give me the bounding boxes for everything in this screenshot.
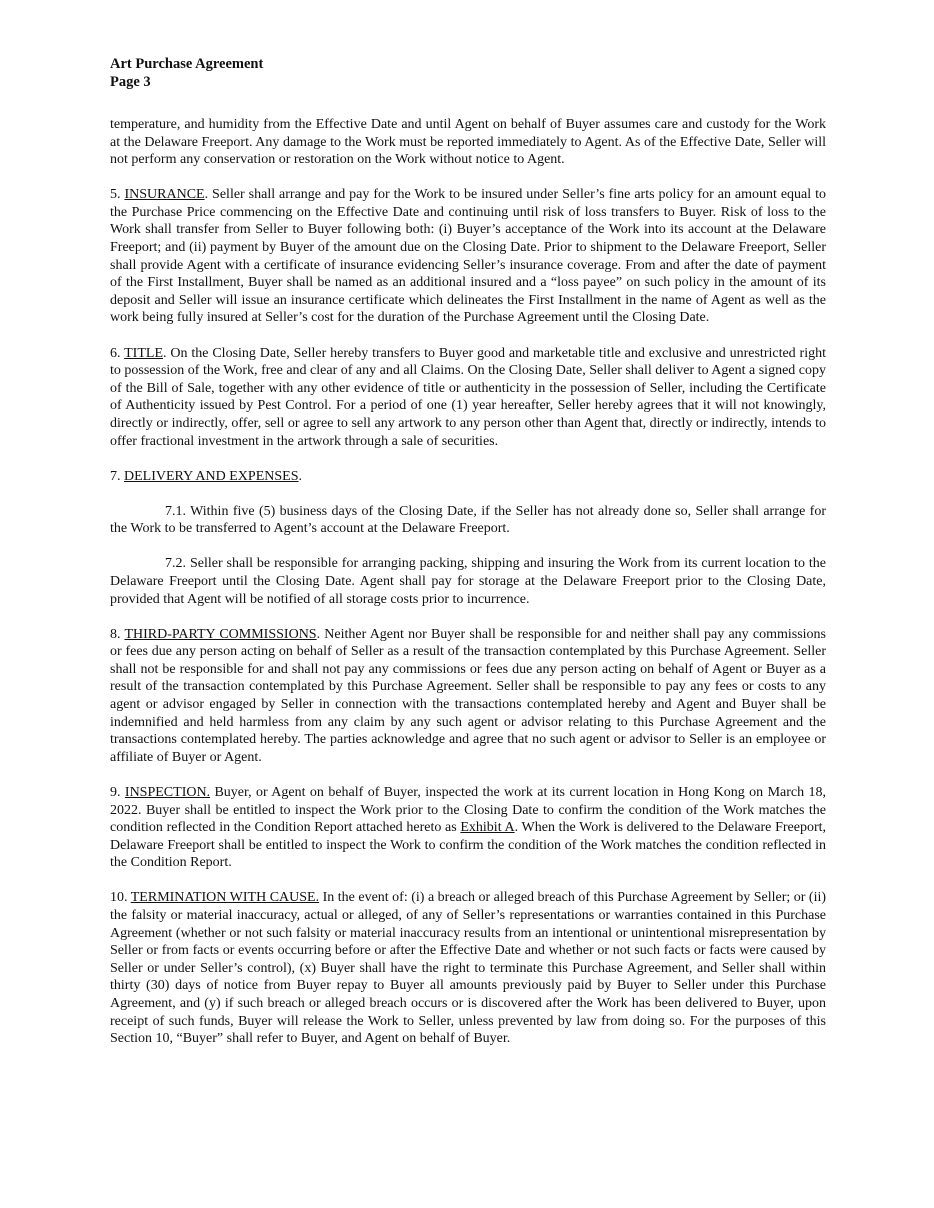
section-body: In the event of: (i) a breach or alleged breach of this Purchase Agreement by Seller; or (ii) the falsity or material inaccuracy, actual or alleged, of any of Seller’s representations or warranties contained in this Purchase Agreement (whether or not such falsity or material inaccuracy results from an intentional or unintentional misrepresentation by Seller or from facts or events occurring before or after the Effective Date and whether or not such facts or facts were caused by Seller or under Seller’s control), (x) Buyer shall have the right to terminate this Purchase Agreement, and Seller shall within thirty (30) days of notice from Buyer repay to Buyer all amounts previously paid by Buyer to Seller under this Purchase Agreement, and (y) if such breach or alleged breach occurs or is discovered after the Work has been delivered to Buyer, upon receipt of such funds, Buyer will release the Work to Seller, unless prevented by law from doing so. For the purposes of this Section 10, “Buyer” shall refer to Buyer, and Agent on behalf of Buyer. [110,890,827,1047]
section-number: 9. [110,784,125,800]
page-number: Page 3 [110,74,151,90]
section-10-termination [110,889,826,1047]
section-heading: TITLE [124,345,163,361]
section-6-title [110,345,826,451]
section-number: 10. [110,890,131,906]
section-8-commissions [110,626,826,767]
section-body-cont: . When the Work is delivered to the Delaware Freeport, Delaware Freeport shall be entitled to inspect the Work to confirm the condition of the Work matches the condition reflected in the Condition Report. [110,820,826,871]
subsection-7-2: 7.2. Seller shall be responsible for arranging packing, shipping and insuring the Work from its current location to the Delaware Freeport until the Closing Date. Agent shall pay for storage at the Delaware Freeport prior to the Closing Date, provided that Agent will be notified of all storage costs prior to incurrence. [110,556,826,607]
subsection-7-1: 7.1. Within five (5) business days of the Closing Date, if the Seller has not already done so, Seller shall arrange for the Work to be transferred to Agent’s account at the Delaware Freeport. [110,503,826,537]
section-number: 8. [110,626,125,642]
section-5-insurance [110,186,826,327]
paragraph-continuation: temperature, and humidity from the Effective Date and until Agent on behalf of Buyer assumes care and custody for the Work at the Delaware Freeport. Any damage to the Work must be reported immediately to Agent. As of the Effective Date, Seller will not perform any conservation or restoration on the Work without notice to Agent. [110,117,826,168]
section-9-inspection [110,784,826,872]
section-heading: INSURANCE [124,187,205,203]
section-heading: DELIVERY AND EXPENSES [124,468,299,484]
section-7-delivery [110,468,826,486]
section-body: . Seller shall arrange and pay for the Work to be insured under Seller’s fine arts policy for an amount equal to the Purchase Price commencing on the Effective Date and continuing until risk of loss transfers to Buyer. Risk of loss to the Work shall transfer from Seller to Buyer following both: (i) Buyer’s acceptance of the Work into its account at the Delaware Freeport; and (ii) payment by Buyer of the amount due on the Closing Date. Prior to shipment to the Delaware Freeport, Seller shall provide Agent with a certificate of insurance evidencing Seller’s insurance coverage. From and after the date of payment of the First Installment, Buyer shall be named as an additional insured and a “loss payee” on such policy in the amount of its deposit and Seller will issue an insurance certificate which delineates the First Installment in the name of Agent as well as the work being fully insured at Seller’s cost for the duration of the Purchase Agreement until the Closing Date. [110,187,827,326]
section-number: 6. [110,345,125,361]
section-heading: THIRD-PARTY COMMISSIONS [124,626,317,642]
section-body: Buyer, or Agent on behalf of Buyer, inspected the work at its current location in Hong Kong on March 18, 2022. Buyer shall be entitled to inspect the Work prior to the Closing Date to confirm the condition of the Work matches the condition reflected in the Condition Report attached hereto as [110,784,827,836]
document-title: Art Purchase Agreement [110,56,264,72]
section-body: . Neither Agent nor Buyer shall be responsible for and neither shall pay any commissions or fees due any person acting on behalf of Seller as a result of the transaction contemplated by this Purchase Agreement. Seller shall not be responsible for and shall not pay any commissions or fees due any person acting on behalf of Agent or Buyer as a result of the transaction contemplated by this Purchase Agreement. Seller shall be responsible to pay any fees or costs to any agent or advisor engaged by Seller in connection with the transactions contemplated hereby and Agent and Buyer shall be indemnified and held harmless from any claim by any such agent or advisor relating to this Purchase Agreement and the transactions contemplated hereby. The parties acknowledge and agree that no such agent or advisor to Seller is an employee or affiliate of Buyer or Agent. [110,626,826,765]
section-number: 5. [110,187,125,203]
section-body: . [298,468,302,484]
exhibit-reference: Exhibit A [460,820,515,836]
section-heading: TERMINATION WITH CAUSE. [130,890,320,906]
section-heading: INSPECTION. [124,784,211,800]
section-body: . On the Closing Date, Seller hereby transfers to Buyer good and marketable title and exclusive and unrestricted right to possession of the Work, free and clear of any and all Claims. On the Closing Date, Seller shall deliver to Agent a signed copy of the Bill of Sale, together with any other evidence of title or authenticity in the possession of Seller, including the Certificate of Authenticity issued by Pest Control. For a period of one (1) year hereafter, Seller hereby agrees that it will not knowingly, directly or indirectly, offer, sell or agree to sell any artwork to any person other than Agent that, directly or indirectly, intends to offer fractional investment in the artwork through a sale of securities. [110,345,826,449]
section-number: 7. [110,468,124,484]
